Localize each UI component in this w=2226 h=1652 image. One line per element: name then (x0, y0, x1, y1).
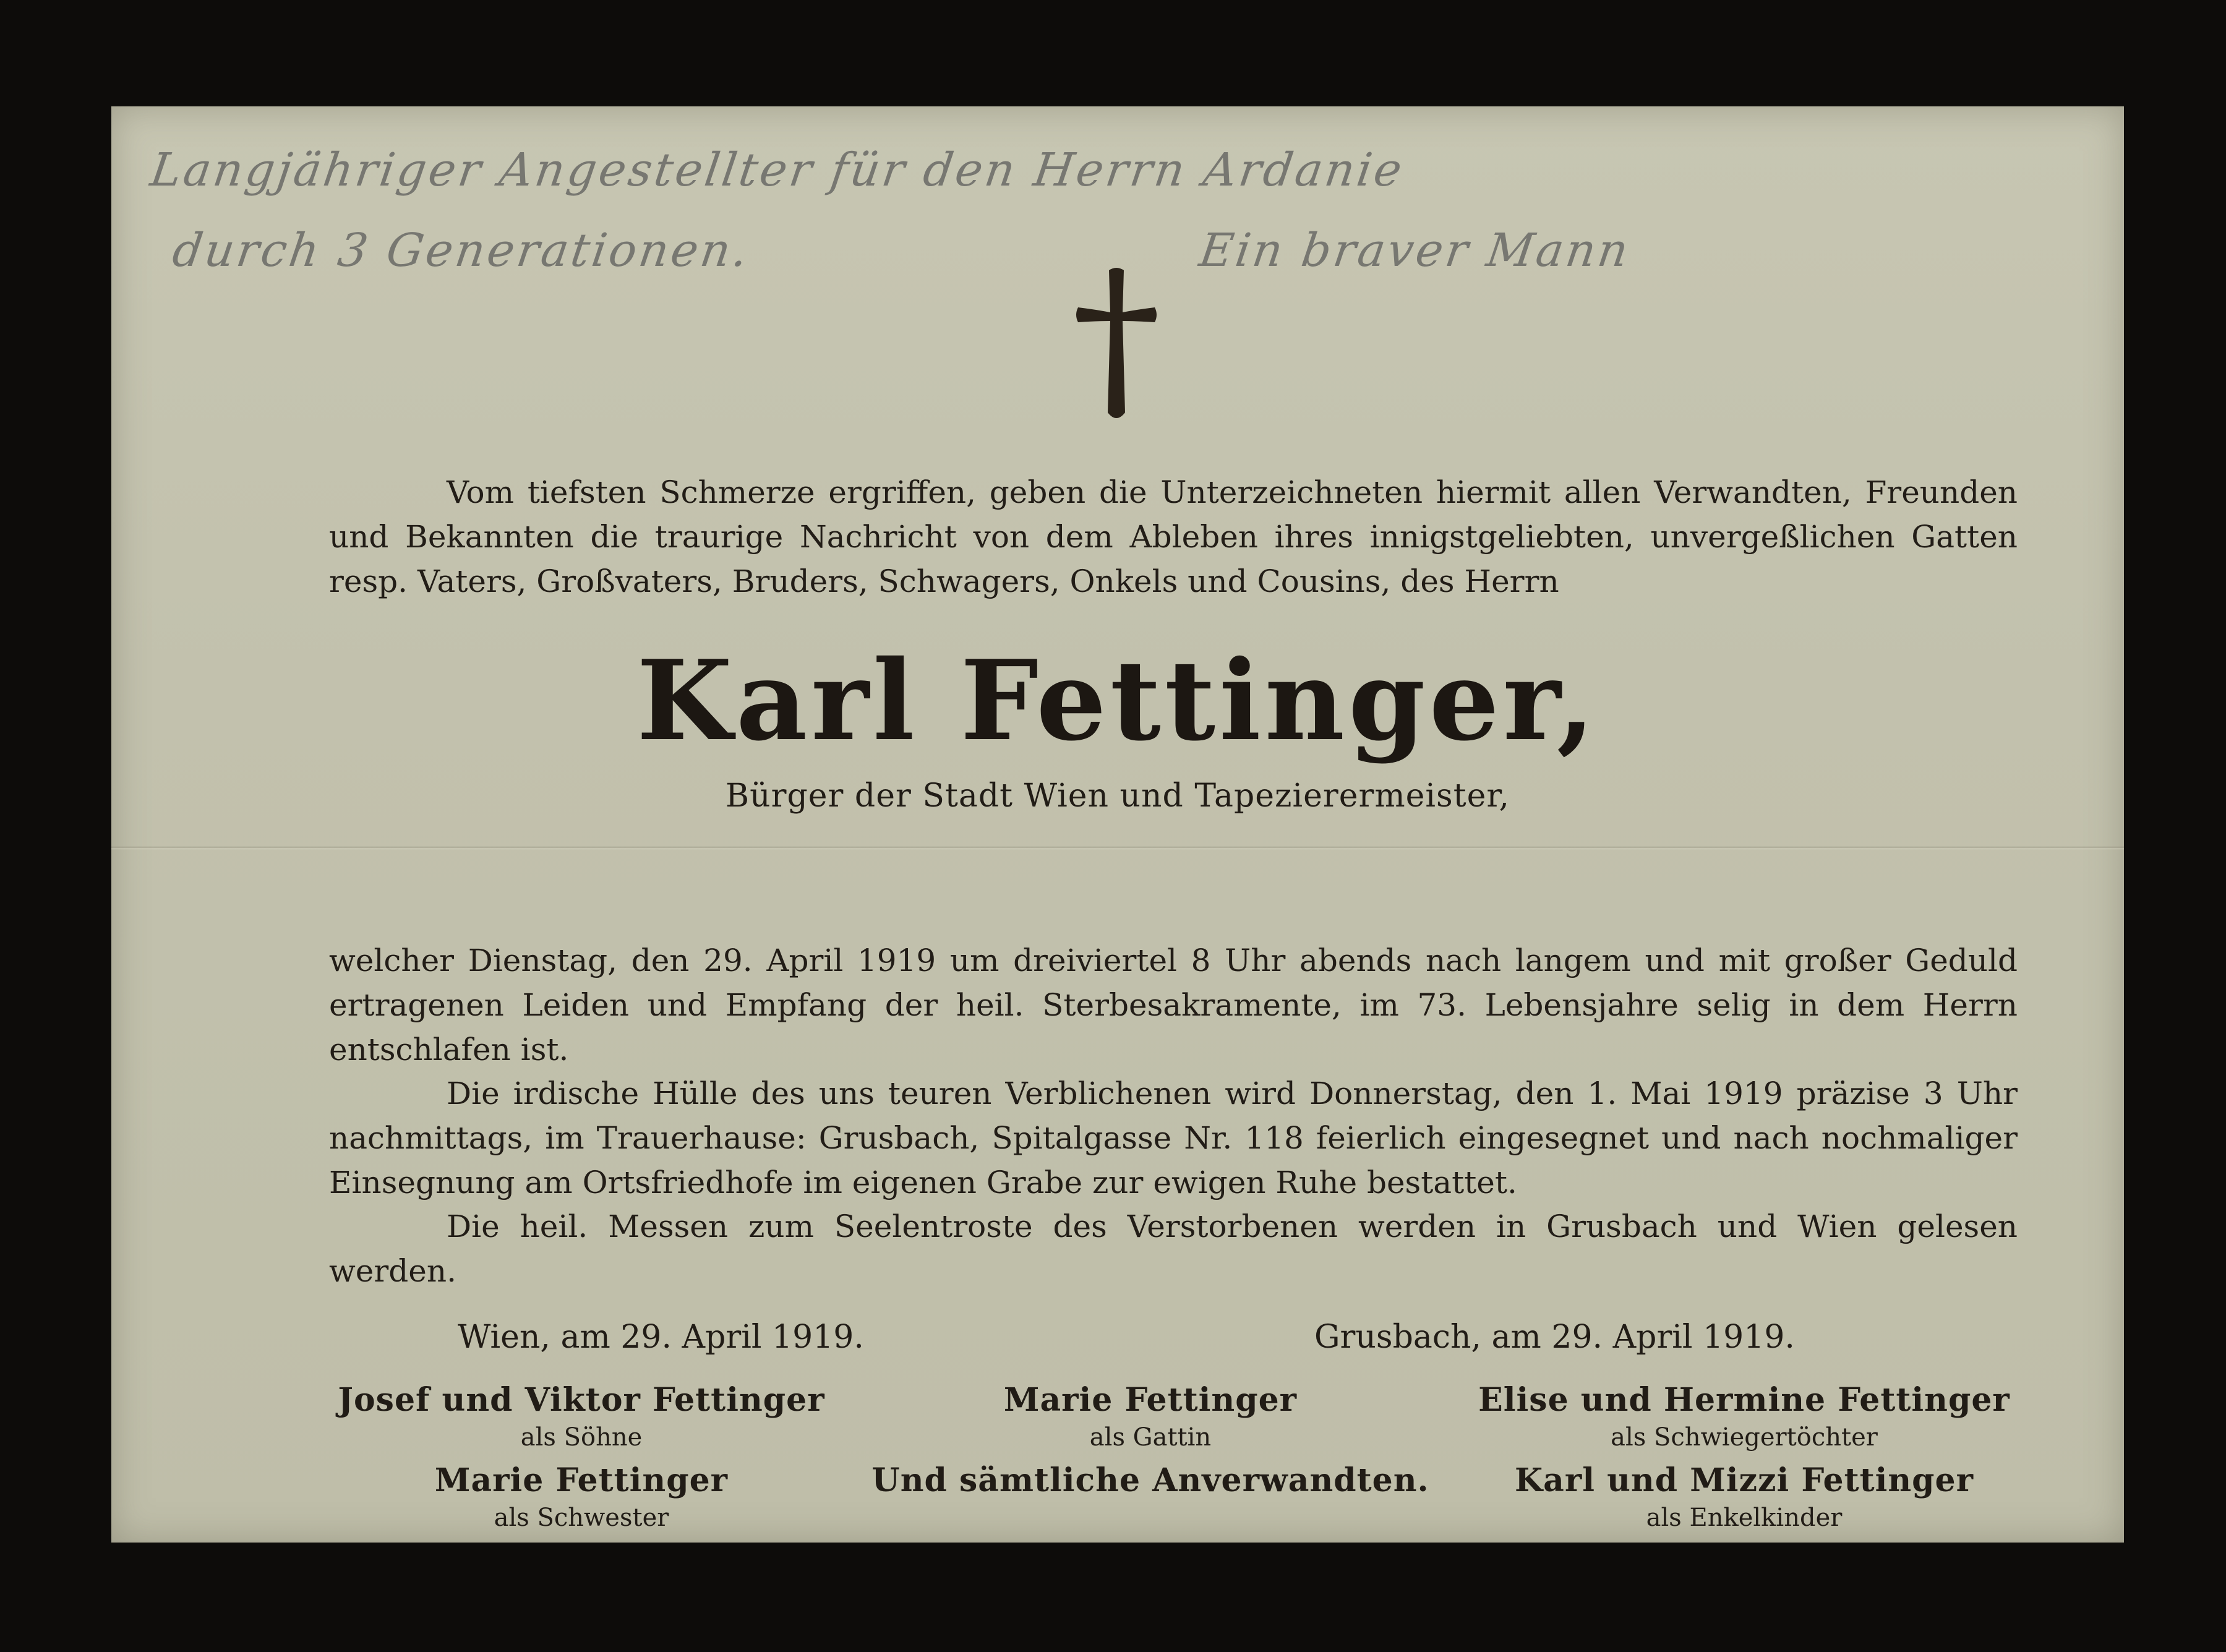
signatory-name: Marie Fettinger (1003, 1381, 1298, 1419)
signatory-role: als Schwester (494, 1504, 669, 1532)
signatory-name: Karl und Mizzi Fettinger (1514, 1462, 1974, 1499)
signatories-middle (841, 1380, 1460, 1500)
cross-icon (1073, 264, 1160, 425)
signatory-name: Elise und Hermine Fettinger (1478, 1381, 2010, 1419)
place-date-left: Wien, am 29. April 1919. (458, 1319, 864, 1356)
signatory-name: Josef und Viktor Fettinger (338, 1381, 825, 1419)
signatory-role: als Gattin (1089, 1423, 1212, 1452)
signatory-role: als Schwiegertöchter (1611, 1423, 1878, 1452)
funeral-paragraph: Die irdische Hülle des uns teuren Verblichenen wird Donnerstag, den 1. Mai 1919 präzise 3 Uhr nachmittags, im Trauerhause: Grusbach, Spitalgasse Nr. 118 feierlich eingesegnet und nach nochmaliger Einsegnung am Ortsfriedhofe im eigenen Grabe zur ewigen Ruhe bestattet. (329, 1076, 2018, 1200)
signatories-right (1373, 1380, 2115, 1541)
handwritten-note-line-1: Langjähriger Angestellter für den Herrn Ardanie (147, 143, 1408, 197)
signatory-role: als Söhne (520, 1423, 643, 1452)
deceased-name: Karl Fettinger, (636, 636, 1599, 765)
signatory-role: als Enkelkinder (1646, 1504, 1843, 1532)
signatories-left (322, 1380, 841, 1541)
handwritten-note-line-2: durch 3 Generationen. (169, 224, 754, 277)
place-date-right: Grusbach, am 29. April 1919. (1314, 1319, 1795, 1356)
signatory-name: Marie Fettinger (434, 1462, 729, 1499)
intro-paragraph: Vom tiefsten Schmerze ergriffen, geben die Unterzeichneten hiermit allen Verwandten, Freunden und Bekannten die traurige Nachricht von dem Ableben ihres innigstgeliebten, unvergeßlichen Gatten resp. Vaters, Großvaters, Bruders, Schwagers, Onkels und Cousins, des Herrn (329, 474, 2018, 599)
death-notice-paper (111, 106, 2124, 1543)
paper-fold-crease (111, 846, 2124, 850)
death-paragraph: welcher Dienstag, den 29. April 1919 um dreiviertel 8 Uhr abends nach langem und mit großer Geduld ertragenen Leiden und Empfang der heil. Sterbesakramente, im 73. Lebensjahre selig in dem Herrn entschlafen ist. (329, 943, 2018, 1068)
relatives-line: Und sämtliche Anverwandten. (871, 1462, 1429, 1499)
deceased-title: Bürger der Stadt Wien und Tapezierermeister, (725, 777, 1510, 815)
handwritten-note-line-3: Ein braver Mann (1196, 224, 1634, 277)
mass-paragraph: Die heil. Messen zum Seelentroste des Verstorbenen werden in Grusbach und Wien gelesen werden. (329, 1209, 2018, 1289)
